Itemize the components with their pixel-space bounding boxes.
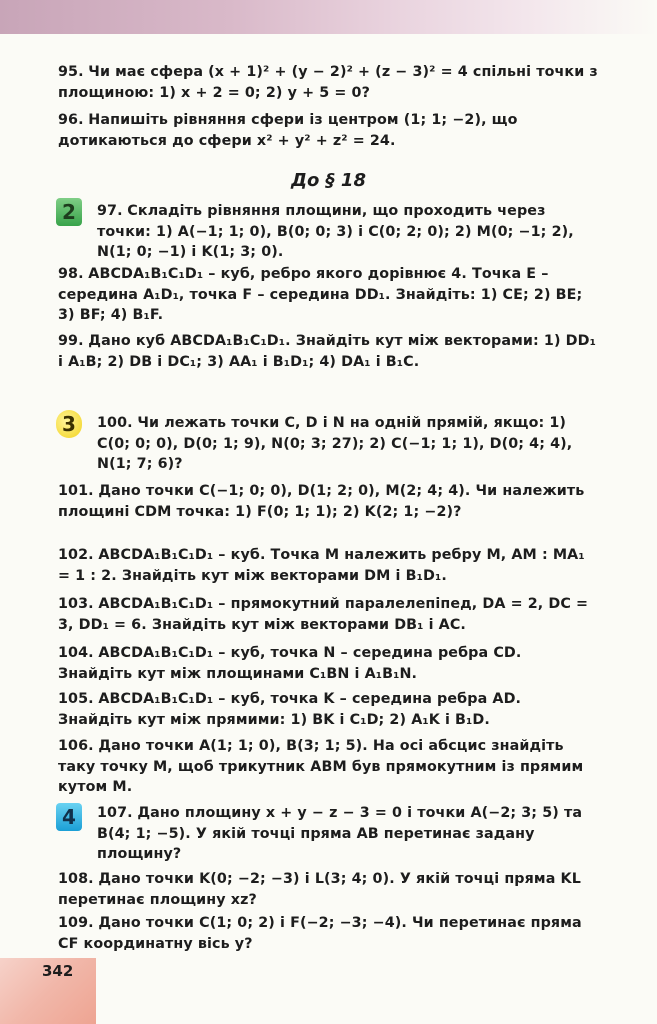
problem-text: Дано площину x + y − z − 3 = 0 і точки A(−2; 3; 5) та B(4; 1; −5). У якій точці пряма AB перетинає задану площину? (97, 805, 583, 862)
top-decorative-band (0, 0, 657, 34)
problem-text: Складіть рівняння площини, що проходить через точки: 1) A(−1; 1; 0), B(0; 0; 3) і C(0; 2; 0); 2) M(0; −1; 2), N(1; 0; −1) і K(1; 3; 0). (97, 203, 574, 260)
page-number: 342 (42, 962, 74, 980)
problem-number: 108. (58, 871, 94, 887)
problem-text: Дано точки C(1; 0; 2) і F(−2; −3; −4). Чи перетинає пряма CF координатну вісь y? (58, 915, 582, 952)
problem-100 (97, 413, 598, 475)
problem-text: ABCDA₁B₁C₁D₁ – куб, ребро якого дорівнює 4. Точка E – середина A₁D₁, точка F – середина DD₁. Знайдіть: 1) CE; 2) BE; 3) BF; 4) B₁F. (58, 266, 583, 323)
problem-number: 103. (58, 596, 94, 612)
problem-number: 104. (58, 645, 94, 661)
problem-number: 109. (58, 915, 94, 931)
problem-text: Чи лежать точки C, D і N на одній прямій, якщо: 1) C(0; 0; 0), D(0; 1; 9), N(0; 3; 27); 2) C(−1; 1; 1), D(0; 4; 4), N(1; 7; 6)? (97, 415, 573, 472)
problem-98 (58, 264, 598, 326)
problem-text: ABCDA₁B₁C₁D₁ – куб, точка K – середина ребра AD. Знайдіть кут між прямими: 1) BK і C₁D; 2) A₁K і B₁D. (58, 691, 522, 728)
problem-number: 106. (58, 738, 94, 754)
problem-number: 95. (58, 64, 84, 80)
level-badge-4: 4 (56, 803, 82, 831)
problem-text: Дано точки C(−1; 0; 0), D(1; 2; 0), M(2; 4; 4). Чи належить площині CDM точка: 1) F(0; 1; 1); 2) K(2; 1; −2)? (58, 483, 585, 520)
problem-101 (58, 481, 598, 522)
problem-96 (58, 110, 598, 151)
problem-number: 105. (58, 691, 94, 707)
level-badge-2: 2 (56, 198, 82, 226)
problem-text: Дано куб ABCDA₁B₁C₁D₁. Знайдіть кут між векторами: 1) DD₁ і A₁B; 2) DB і DC₁; 3) AA₁ і B₁D₁; 4) DA₁ і B₁C. (58, 333, 596, 370)
problem-107 (97, 803, 598, 865)
problem-97 (97, 201, 598, 263)
problem-99 (58, 331, 598, 372)
problem-number: 101. (58, 483, 94, 499)
problem-text: Чи має сфера (x + 1)² + (y − 2)² + (z − 3)² = 4 спільні точки з площиною: 1) x + 2 = 0; 2) y + 5 = 0? (58, 64, 598, 101)
section-heading: До § 18 (291, 170, 366, 191)
problem-text: Дано точки K(0; −2; −3) і L(3; 4; 0). У якій точці пряма KL перетинає площину xz? (58, 871, 581, 908)
problem-text: ABCDA₁B₁C₁D₁ – куб, точка N – середина ребра CD. Знайдіть кут між площинами C₁BN і A₁B₁N. (58, 645, 522, 682)
problem-104 (58, 643, 598, 684)
problem-number: 107. (97, 805, 133, 821)
problem-text: ABCDA₁B₁C₁D₁ – прямокутний паралелепіпед, DA = 2, DC = 3, DD₁ = 6. Знайдіть кут між векторами DB₁ і AC. (58, 596, 589, 633)
problem-text: Дано точки A(1; 1; 0), B(3; 1; 5). На осі абсцис знайдіть таку точку M, щоб трикутник ABM був прямокутним із прямим кутом M. (58, 738, 584, 795)
problem-number: 98. (58, 266, 84, 282)
problem-106 (58, 736, 598, 798)
problem-109 (58, 913, 598, 954)
problem-108 (58, 869, 598, 910)
problem-text: Напишіть рівняння сфери із центром (1; 1; −2), що дотикаються до сфери x² + y² + z² = 24. (58, 112, 518, 149)
problem-text: ABCDA₁B₁C₁D₁ – куб. Точка M належить ребру M, AM : MA₁ = 1 : 2. Знайдіть кут між векторами DM і B₁D₁. (58, 547, 585, 584)
problem-number: 97. (97, 203, 123, 219)
problem-105 (58, 689, 598, 730)
problem-103 (58, 594, 598, 635)
problem-number: 96. (58, 112, 84, 128)
problem-102 (58, 545, 598, 586)
problem-95 (58, 62, 598, 103)
level-badge-3: 3 (56, 410, 82, 438)
problem-number: 99. (58, 333, 84, 349)
problem-number: 102. (58, 547, 94, 563)
problem-number: 100. (97, 415, 133, 431)
